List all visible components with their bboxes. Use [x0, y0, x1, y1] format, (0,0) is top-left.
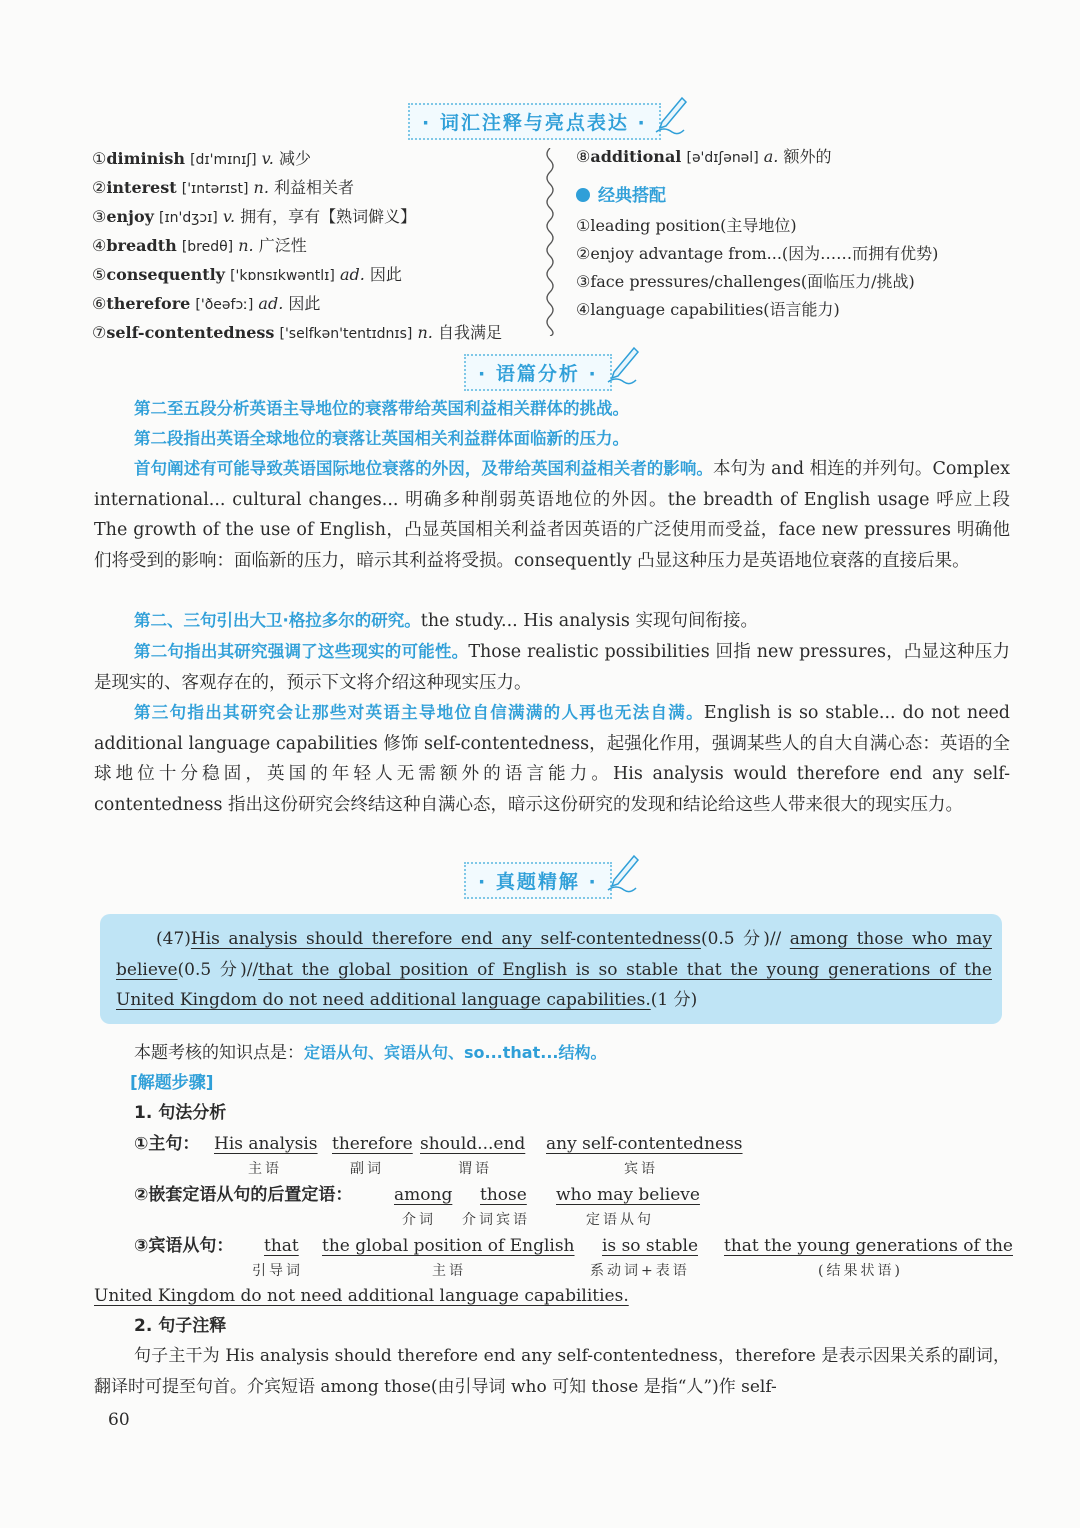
wavy-divider — [540, 148, 560, 336]
list-item: ①leading position(主导地位) — [576, 216, 797, 235]
analysis-paragraph: 首句阐述有可能导致英语国际地位衰落的外因，及带给英国利益相关者的影响。本句为 and 相连的并列句。Complex international... cultural changes... 明确多种削弱英语地位的外因。the breadth of English usage 呼应上段 The growth of the use of English，凸显英国相关利益者因英语的广泛使用而受益，face new pressures 明确他们将受到的影响：面临新的压力，暗示其利益将受损。consequently 凸显这种压力是英语地位衰落的直接后果。 — [94, 459, 1011, 571]
pen-icon — [604, 854, 640, 894]
obj-part: is so stable — [602, 1236, 698, 1256]
main-part: His analysis — [214, 1134, 318, 1154]
collocation-list — [576, 212, 938, 324]
vocab-item: ②interest ['ɪntərɪst] n. 利益相关者 — [92, 178, 355, 197]
vocab-item: ③enjoy [ɪn'dʒɔɪ] v. 拥有，享有【熟词僻义】 — [92, 207, 417, 226]
role-label: 宾语 — [624, 1161, 658, 1177]
attr-part: among — [394, 1185, 453, 1205]
role-label: 引导词 — [252, 1263, 303, 1279]
vocab-item: ⑤consequently ['kɒnsɪkwəntlɪ] ad. 因此 — [92, 265, 402, 284]
obj-part: that the young generations of the — [724, 1236, 1013, 1256]
role-label: (结果状语) — [818, 1263, 903, 1279]
obj-part-continued: United Kingdom do not need additional language capabilities. — [94, 1286, 629, 1306]
vocab-item: ①diminish [dɪ'mɪnɪʃ] v. 减少 — [92, 149, 311, 168]
role-label: 谓语 — [458, 1161, 492, 1177]
section-title-exam: · 真题精解 · — [464, 862, 612, 899]
pen-icon — [652, 96, 688, 136]
vocab-item: ⑥therefore ['ðeəfɔː] ad. 因此 — [92, 294, 321, 313]
attr-clause-label: ②嵌套定语从句的后置定语： — [134, 1185, 353, 1205]
attr-part: who may believe — [556, 1185, 700, 1205]
vocab-item: ⑦self-contentedness ['selfkən'tentɪdnɪs] n. 自我满足 — [92, 323, 502, 342]
list-item: ②enjoy advantage from...(因为……而拥有优势) — [576, 244, 939, 263]
list-item: ④language capabilities(语言能力) — [576, 300, 840, 319]
analysis-paragraph: 第二段指出英语全球地位的衰落让英国相关利益群体面临新的压力。 — [134, 429, 629, 448]
role-label: 主语 — [248, 1161, 282, 1177]
main-part: therefore — [332, 1134, 413, 1154]
step2-text: 句子主干为 His analysis should therefore end any self-contentedness，therefore 是表示因果关系的副词，翻译时可提至句首。介宾短语 among those(由引导词 who 可知 those 是指“人”)作 self- — [94, 1346, 1010, 1397]
main-part: any self-contentedness — [546, 1134, 743, 1154]
analysis-paragraph: 第二、三句引出大卫·格拉多尔的研究。the study... His analysis 实现句间衔接。 — [134, 611, 758, 631]
knowledge-points: 本题考核的知识点是：定语从句、宾语从句、so...that...结构。 — [134, 1043, 607, 1063]
vocab-list — [92, 145, 502, 348]
step1-title: 1. 句法分析 — [134, 1103, 227, 1123]
role-label: 介词宾语 — [462, 1212, 530, 1228]
obj-part: that — [264, 1236, 299, 1256]
page-number: 60 — [108, 1410, 130, 1430]
section-title-vocab: · 词汇注释与亮点表达 · — [408, 103, 661, 140]
role-label: 介词 — [402, 1212, 436, 1228]
obj-clause-label: ③宾语从句： — [134, 1236, 234, 1256]
section-title-analysis: · 语篇分析 · — [464, 354, 612, 391]
vocab-item-8: ⑧additional [ə'dɪʃənəl] a. 额外的 — [576, 147, 832, 166]
vocab-item: ④breadth [bredθ] n. 广泛性 — [92, 236, 307, 255]
main-clause-label: ①主句： — [134, 1134, 200, 1154]
role-label: 系动词+表语 — [590, 1263, 690, 1279]
obj-part: the global position of English — [322, 1236, 575, 1256]
steps-title: [解题步骤] — [130, 1073, 214, 1093]
question-text: (47)His analysis should therefore end any self-contentedness(0.5 分)// among those who may believe(0.5 分)//that the global position of English is so stable that the young generations of the United Kingdom do not need additional language capabilities.(1 分) — [116, 929, 992, 1010]
role-label: 副词 — [350, 1161, 384, 1177]
collocation-heading: 经典搭配 — [576, 182, 666, 210]
list-item: ③face pressures/challenges(面临压力/挑战) — [576, 272, 915, 291]
bullet-dot-icon — [576, 188, 590, 202]
role-label: 主语 — [432, 1263, 466, 1279]
main-part: should...end — [420, 1134, 526, 1154]
pen-icon — [604, 346, 640, 386]
attr-part: those — [480, 1185, 527, 1205]
analysis-paragraph: 第二句指出其研究强调了这些现实的可能性。Those realistic possibilities 回指 new pressures，凸显这种压力是现实的、客观存在的，预示下文将介绍这种现实压力。 — [94, 642, 1010, 693]
analysis-paragraph: 第二至五段分析英语主导地位的衰落带给英国利益相关群体的挑战。 — [134, 399, 629, 418]
role-label: 定语从句 — [586, 1212, 654, 1228]
step2-title: 2. 句子注释 — [134, 1316, 227, 1336]
analysis-paragraph: 第三句指出其研究会让那些对英语主导地位自信满满的人再也无法自满。English is so stable... do not need additional language capabilities 修饰 self-contentedness，起强化作用，强调某些人的自大自满心态：英语的全球地位十分稳固，英国的年轻人无需额外的语言能力。His analysis would therefore end any self-contentedness 指出这份研究会终结这种自满心态，暗示这份研究的发现和结论给这些人带来很大的现实压力。 — [94, 703, 1010, 815]
